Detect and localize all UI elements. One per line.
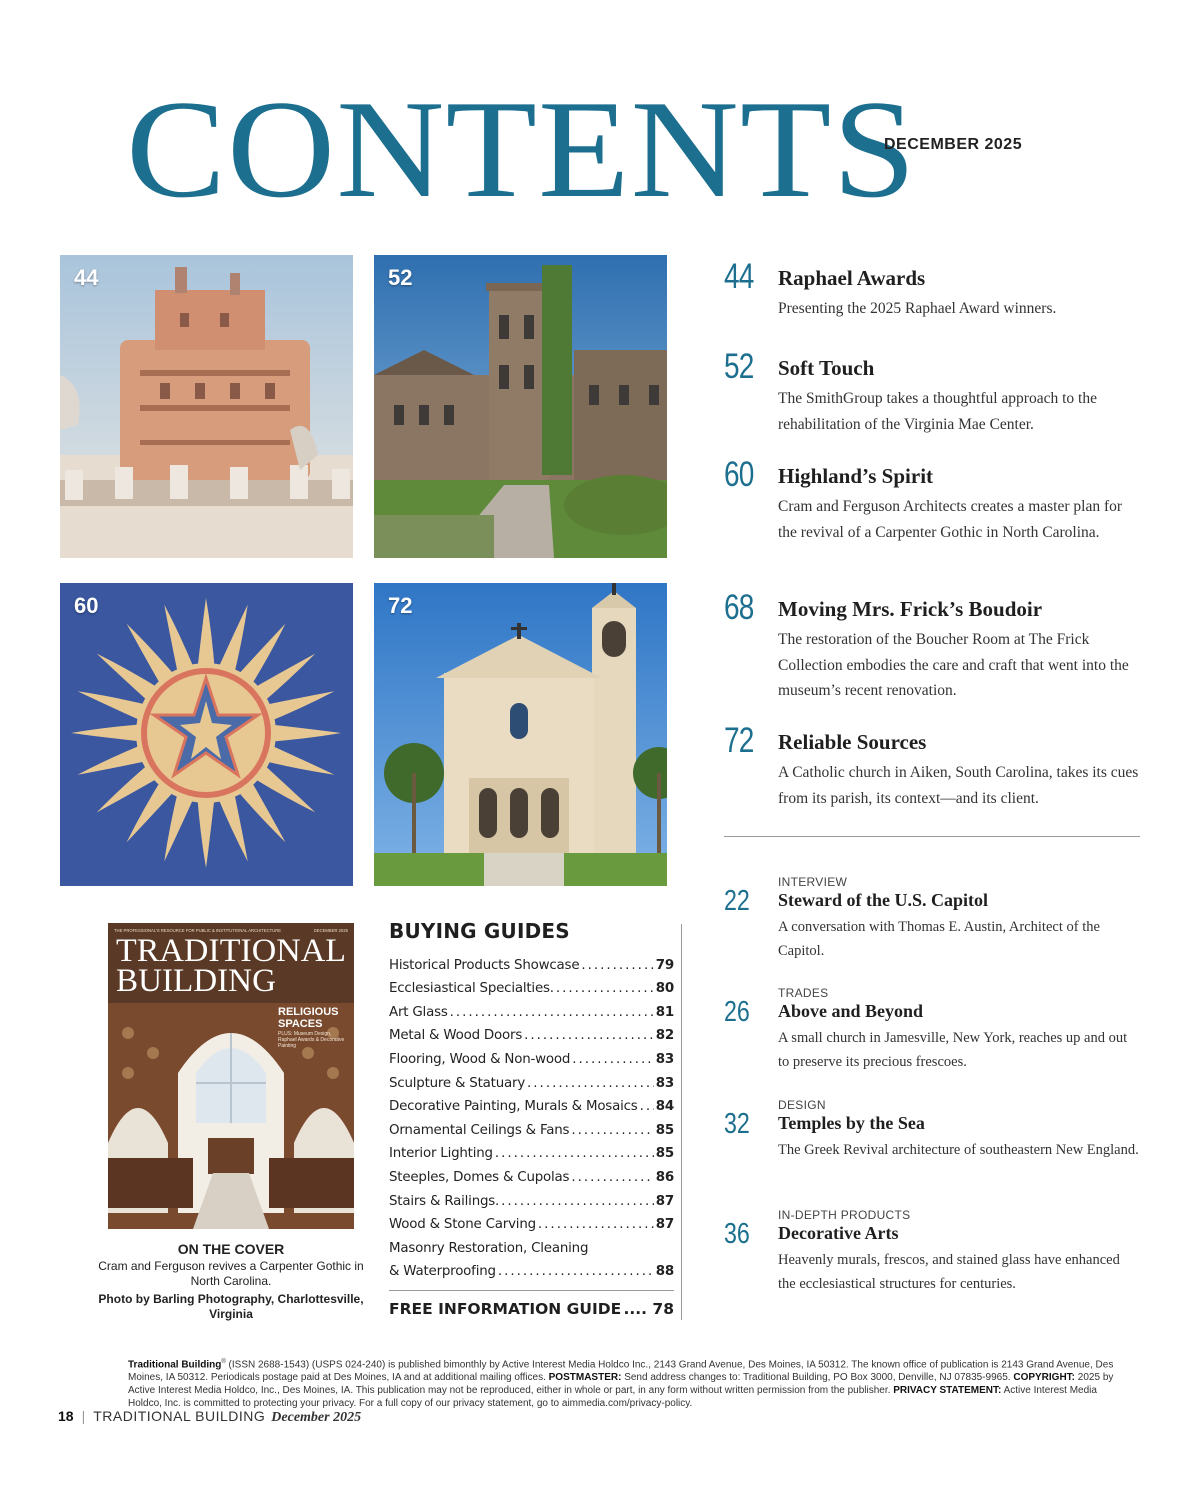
buying-guide-label: & Waterproofing xyxy=(389,1264,496,1280)
sunburst-ceiling-image xyxy=(60,583,353,886)
buying-guide-page: 87 xyxy=(655,1193,674,1209)
feature-page-number: 60 xyxy=(724,455,754,494)
buying-guide-row[interactable] xyxy=(389,1043,674,1067)
dot-leader xyxy=(498,1264,654,1279)
dot-leader xyxy=(527,1076,654,1091)
church-facade-image xyxy=(374,583,667,886)
feature-title: Soft Touch xyxy=(778,356,875,380)
legal-publication-info: (ISSN 2688-1543) (USPS 024-240) is published bimonthly by Active Interest Media Holdco Inc., 2143 Grand Avenue, Des Moines, IA 50312. The known office of publication is 2143 Grand Avenue, Des Moines, IA 50312. Periodicals postage paid at Des Moines, IA and at additional mailing offices. xyxy=(128,1359,1114,1384)
feature-description: Presenting the 2025 Raphael Award winners. xyxy=(778,300,1057,317)
buying-guide-row[interactable] xyxy=(389,973,674,997)
cover-caption-title: ON THE COVER xyxy=(177,1241,285,1257)
buying-guide-page: 82 xyxy=(655,1028,674,1044)
feature-item[interactable] xyxy=(724,456,1144,576)
buying-guides-list xyxy=(389,919,674,1279)
watercolor-castle-image xyxy=(60,255,353,558)
buying-guide-label: Wood & Stone Carving xyxy=(389,1217,536,1233)
buying-guides-heading: BUYING GUIDES xyxy=(389,919,570,943)
buying-guide-label: Decorative Painting, Murals & Mosaics xyxy=(389,1099,638,1115)
buying-guide-page: 87 xyxy=(655,1217,674,1233)
folio-separator: | xyxy=(81,1408,86,1424)
buying-guide-page: 85 xyxy=(655,1122,674,1138)
section-divider xyxy=(724,836,1140,837)
buying-guide-page: 83 xyxy=(655,1051,674,1067)
page-title: CONTENTS xyxy=(126,72,917,227)
dot-leader xyxy=(581,958,653,973)
dot-leader xyxy=(571,1170,653,1185)
buying-guide-label: Sculpture & Statuary xyxy=(389,1075,526,1091)
issue-date: DECEMBER 2025 xyxy=(884,136,1023,153)
department-page-number: 22 xyxy=(724,885,750,917)
privacy-text: Active Interest Media Holdco, Inc. is committed to protecting your privacy. For a full copy of our privacy statement, go to aimmedia.com/privacy-policy. xyxy=(128,1385,1097,1410)
department-page-number: 32 xyxy=(724,1108,750,1140)
department-description: A small church in Jamesville, New York, reaches up and out to preserve its precious frescoes. xyxy=(778,1030,1128,1070)
feature-description: A Catholic church in Aiken, South Carolina, takes its cues from its parish, its context—and its client. xyxy=(778,764,1139,807)
department-kicker: TRADES xyxy=(778,986,829,1000)
buying-guide-label: Masonry Restoration, Cleaning xyxy=(389,1240,589,1256)
department-title: Steward of the U.S. Capitol xyxy=(778,890,988,910)
feature-title: Raphael Awards xyxy=(778,266,926,290)
buying-guide-row[interactable] xyxy=(389,996,674,1020)
feature-page-number: 68 xyxy=(724,588,754,627)
cover-feature-line1: RELIGIOUS xyxy=(278,1006,339,1018)
dot-leader xyxy=(501,1194,654,1209)
department-kicker: INTERVIEW xyxy=(778,875,848,889)
folio-date: December 2025 xyxy=(271,1410,362,1425)
department-kicker: DESIGN xyxy=(778,1098,826,1112)
thumbnail-page-number: 60 xyxy=(74,593,99,618)
department-description: The Greek Revival architecture of southeastern New England. xyxy=(778,1142,1139,1158)
cover-caption xyxy=(98,1241,364,1322)
buying-guide-page: 80 xyxy=(655,981,674,997)
buying-guide-label: Steeples, Domes & Cupolas xyxy=(389,1169,570,1185)
cover-photo-credit: Photo by Barling Photography, Charlottesville, Virginia xyxy=(98,1292,364,1321)
gothic-building-image xyxy=(374,255,667,558)
buying-guide-page: 83 xyxy=(655,1075,674,1091)
buying-guide-label: Art Glass xyxy=(389,1004,448,1020)
buying-guide-label: Stairs & Railings. xyxy=(389,1193,500,1209)
magazine-cover-image[interactable] xyxy=(108,923,354,1229)
buying-guide-row[interactable] xyxy=(389,1067,674,1091)
feature-title: Highland’s Spirit xyxy=(778,464,934,488)
department-item[interactable] xyxy=(724,875,1144,975)
copyright-text: 2025 by Active Interest Media Holdco, Inc., Des Moines, IA. This publication may not be reproduced, either in whole or part, in any form without written permission from the publisher. xyxy=(128,1372,1114,1397)
copyright-label: COPYRIGHT: xyxy=(1013,1372,1076,1384)
cover-illustration xyxy=(108,923,354,1229)
dot-leader xyxy=(571,1123,653,1138)
feature-page-number: 52 xyxy=(724,347,754,386)
feature-page-number: 44 xyxy=(724,257,754,296)
thumbnail-raphael-awards[interactable] xyxy=(60,255,353,558)
dot-leader xyxy=(538,1217,654,1232)
buying-guide-row[interactable] xyxy=(389,1020,674,1044)
feature-item[interactable] xyxy=(724,348,1144,448)
dot-leader xyxy=(572,1052,654,1067)
buying-guide-page: 81 xyxy=(655,1004,674,1020)
buying-guide-page: 85 xyxy=(655,1146,674,1162)
thumbnail-page-number: 72 xyxy=(388,593,413,618)
buying-guide-row[interactable] xyxy=(389,1232,674,1256)
department-description: Heavenly murals, frescos, and stained glass have enhanced the ecclesiastical structures for centuries. xyxy=(778,1252,1120,1292)
cover-feature-line2: SPACES xyxy=(278,1018,323,1030)
buying-guide-label: Flooring, Wood & Non-wood xyxy=(389,1051,571,1067)
dot-leader xyxy=(640,1099,654,1114)
free-guide-page: .... 78 xyxy=(623,1300,674,1318)
buying-guides-horizontal-rule xyxy=(389,1290,674,1291)
cover-caption-description: Cram and Ferguson revives a Carpenter Gothic in North Carolina. xyxy=(98,1259,364,1288)
buying-guide-row[interactable] xyxy=(389,1091,674,1115)
cover-top-line: THE PROFESSIONAL'S RESOURCE FOR PUBLIC & INSTITUTIONAL ARCHITECTURE xyxy=(114,928,282,933)
buying-guide-page: 88 xyxy=(655,1264,674,1280)
buying-guide-row[interactable] xyxy=(389,1185,674,1209)
feature-description: The SmithGroup takes a thoughtful approach to the rehabilitation of the Virginia Mae Center. xyxy=(778,390,1097,433)
thumbnail-reliable-sources[interactable] xyxy=(374,583,667,886)
department-title: Above and Beyond xyxy=(778,1001,924,1021)
department-title: Temples by the Sea xyxy=(778,1113,925,1133)
cover-masthead-line2: BUILDING xyxy=(116,963,276,999)
buying-guide-page: 86 xyxy=(655,1169,674,1185)
department-item[interactable] xyxy=(724,986,1144,1086)
privacy-label: PRIVACY STATEMENT: xyxy=(893,1385,1002,1397)
thumbnail-page-number: 44 xyxy=(74,265,99,290)
buying-guide-row[interactable] xyxy=(389,1138,674,1162)
folio-page-number: 18 xyxy=(58,1408,74,1424)
legal-notice: Traditional Building® (ISSN 2688-1543) (USPS 024-240) is published bimonthly by Active Interest Media Holdco Inc., 2143 Grand Avenue, Des Moines, IA 50312. The known office of publication is 2143 Grand Avenue, Des Moines, IA 50312. Periodicals postage paid at Des Moines, IA and at additional mailing offices. POSTMASTER: Send address changes to: Traditional Building, PO Box 3000, Denville, NJ 07835-9965. COPYRIGHT: 2025 by Active Interest Media Holdco, Inc., Des Moines, IA. This publication may not be reproduced, either in whole or part, in any form without written permission from the publisher. PRIVACY STATEMENT: Active Interest Media Holdco, Inc. is committed to protecting your privacy. For a full copy of our privacy statement, go to aimmedia.com/privacy-policy. xyxy=(128,1359,1114,1410)
feature-title: Moving Mrs. Frick’s Boudoir xyxy=(778,597,1043,621)
department-title: Decorative Arts xyxy=(778,1223,899,1243)
dot-leader xyxy=(450,1005,654,1020)
buying-guide-row[interactable] xyxy=(389,1256,674,1280)
dot-leader xyxy=(524,1028,654,1043)
department-item[interactable] xyxy=(724,1098,1144,1198)
dot-leader xyxy=(495,1146,654,1161)
thumbnail-highlands-spirit[interactable] xyxy=(60,583,353,886)
buying-guide-page: 84 xyxy=(655,1099,674,1115)
department-description: A conversation with Thomas E. Austin, Architect of the Capitol. xyxy=(778,919,1100,959)
cover-feature-subline: PLUS: Museum Design, Raphael Awards & Decorative Painting xyxy=(278,1031,345,1049)
buying-guide-row[interactable] xyxy=(389,1114,674,1138)
postmaster-label: POSTMASTER: xyxy=(548,1372,622,1384)
legal-brand: Traditional Building xyxy=(128,1359,222,1371)
buying-guides-vertical-rule xyxy=(681,924,682,1320)
page-folio xyxy=(58,1408,361,1426)
buying-guide-page: 79 xyxy=(655,957,674,973)
feature-page-number: 72 xyxy=(724,721,754,760)
feature-item[interactable] xyxy=(724,258,1144,338)
buying-guide-row[interactable] xyxy=(389,949,674,973)
feature-description: The restoration of the Boucher Room at The Frick Collection embodies the care and craft that went into the museum’s recent renovation. xyxy=(778,631,1129,699)
buying-guide-row[interactable] xyxy=(389,1161,674,1185)
folio-magazine-name: TRADITIONAL BUILDING xyxy=(93,1408,266,1424)
department-page-number: 36 xyxy=(724,1218,750,1250)
dot-leader xyxy=(556,981,654,996)
department-kicker: IN-DEPTH PRODUCTS xyxy=(778,1208,911,1222)
department-item[interactable] xyxy=(724,1208,1144,1308)
cover-masthead-line1: TRADITIONAL xyxy=(116,933,346,969)
feature-description: Cram and Ferguson Architects creates a master plan for the revival of a Carpenter Gothic in North Carolina. xyxy=(778,498,1123,541)
buying-guide-label: Metal & Wood Doors xyxy=(389,1028,523,1044)
buying-guide-row[interactable] xyxy=(389,1209,674,1233)
cover-issue-date: DECEMBER 2025 xyxy=(313,928,348,933)
feature-item[interactable] xyxy=(724,589,1144,709)
thumbnail-page-number: 52 xyxy=(388,265,413,290)
postmaster-text: Send address changes to: Traditional Building, PO Box 3000, Denville, NJ 07835-9965. xyxy=(624,1372,1011,1384)
buying-guide-label: Ornamental Ceilings & Fans xyxy=(389,1122,570,1138)
feature-title: Reliable Sources xyxy=(778,730,927,754)
free-information-guide-link[interactable] xyxy=(389,1300,674,1318)
buying-guide-label: Ecclesiastical Specialties. xyxy=(389,981,554,997)
buying-guide-label: Historical Products Showcase xyxy=(389,957,580,973)
department-page-number: 26 xyxy=(724,996,750,1028)
free-guide-label: FREE INFORMATION GUIDE xyxy=(389,1300,622,1318)
thumbnail-soft-touch[interactable] xyxy=(374,255,667,558)
feature-item[interactable] xyxy=(724,722,1144,822)
buying-guide-label: Interior Lighting xyxy=(389,1146,493,1162)
